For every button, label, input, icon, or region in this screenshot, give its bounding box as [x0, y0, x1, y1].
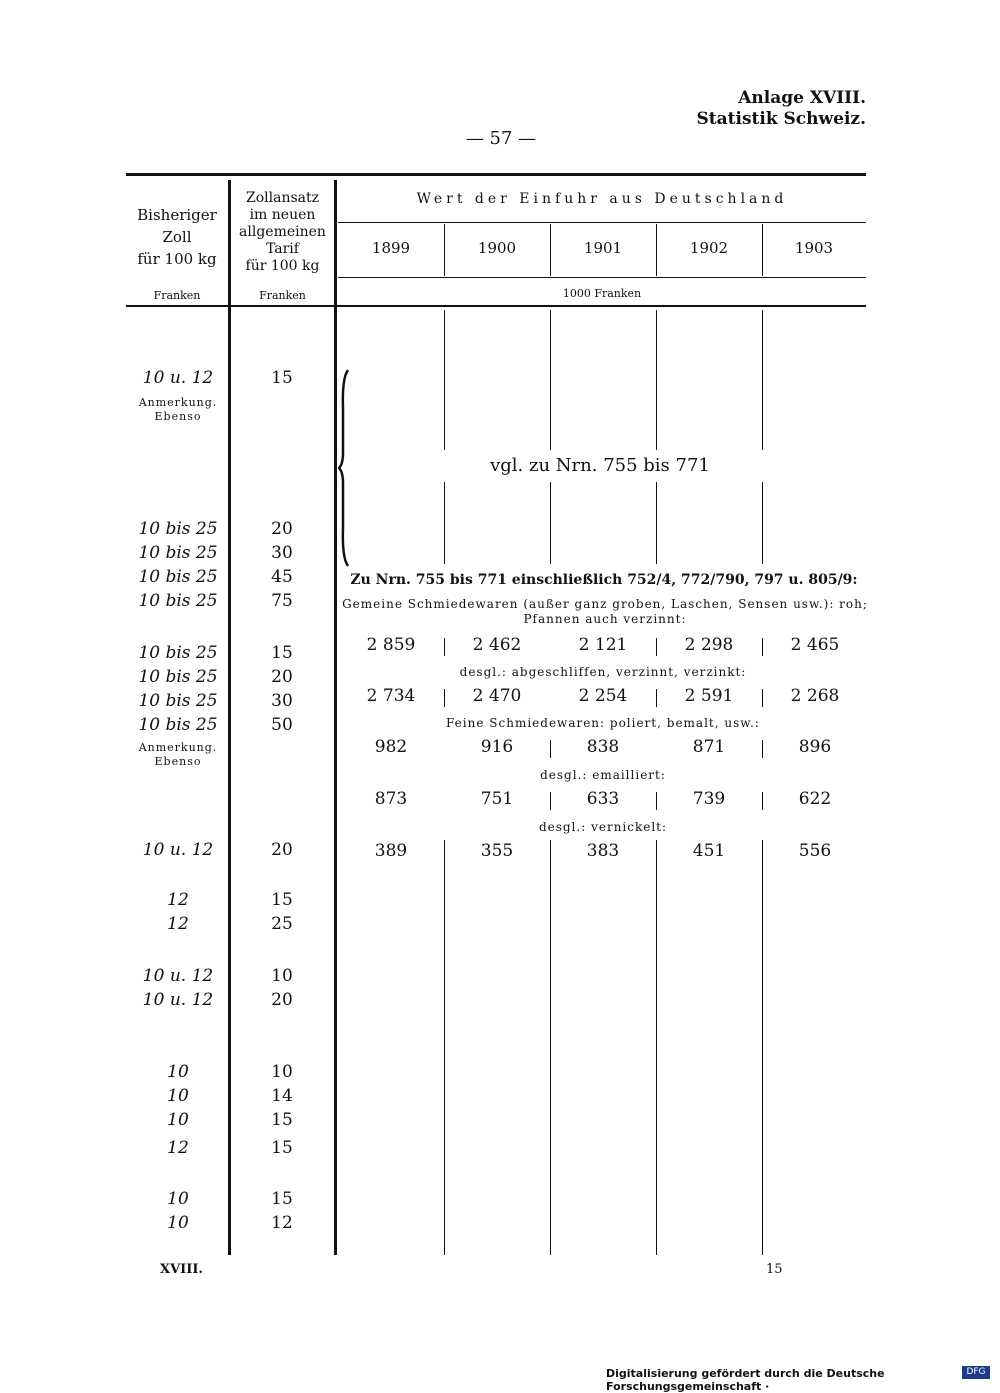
body-year-divider [444, 310, 445, 450]
group-label: desgl.: vernickelt: [538, 820, 668, 834]
new-rate: 25 [271, 914, 293, 934]
year-header: 1901 [583, 239, 623, 257]
new-rate: 45 [271, 567, 293, 587]
new-rate: 20 [271, 990, 293, 1010]
new-rate: 20 [271, 840, 293, 860]
value-cell: 873 [374, 789, 408, 809]
value-cell: 2 591 [684, 686, 734, 706]
ebenso-text: Ebenso [154, 410, 202, 423]
new-rate: 30 [271, 543, 293, 563]
body-year-divider [762, 482, 763, 564]
value-cell: 2 268 [790, 686, 840, 706]
header-line: Bisheriger [137, 206, 217, 224]
unit-label: Franken [259, 289, 306, 302]
anmerkung-text: Anmerkung. [138, 396, 218, 409]
value-cell: 896 [798, 737, 832, 757]
old-duty: 12 [167, 890, 189, 910]
signature-mark: XVIII. [160, 1262, 203, 1277]
old-duty: 10 bis 25 [138, 567, 218, 587]
sheet-number: 15 [766, 1262, 783, 1277]
value-separator [762, 689, 763, 707]
header-line: Zoll [162, 228, 192, 246]
value-separator [762, 740, 763, 758]
page-number: — 57 — [465, 128, 537, 149]
value-cell: 751 [480, 789, 514, 809]
body-year-divider [550, 840, 551, 1255]
value-separator [656, 638, 657, 656]
new-rate: 15 [271, 1110, 293, 1130]
value-separator [762, 792, 763, 810]
value-cell: 916 [480, 737, 514, 757]
old-duty: 10 bis 25 [138, 667, 218, 687]
unit-label: 1000 Franken [562, 287, 642, 300]
value-cell: 355 [480, 841, 514, 861]
new-rate: 10 [271, 1062, 293, 1082]
new-rate: 20 [271, 519, 293, 539]
value-cell: 383 [586, 841, 620, 861]
body-year-divider [550, 310, 551, 450]
header-line: Tarif [266, 241, 299, 257]
value-separator [444, 638, 445, 656]
appendix-label: Anlage XVIII. [738, 88, 866, 108]
old-duty: 10 bis 25 [138, 591, 218, 611]
value-cell: 2 859 [366, 635, 416, 655]
column-divider-2 [334, 180, 337, 1255]
year-top-rule [338, 222, 866, 223]
body-year-divider [656, 482, 657, 564]
new-rate: 10 [271, 966, 293, 986]
old-duty: 10 bis 25 [138, 519, 218, 539]
old-duty: 10 [167, 1062, 189, 1082]
section-heading: Zu Nrn. 755 bis 771 einschließlich 752/4, 772/790, 797 u. 805/9: [350, 572, 858, 588]
value-cell: 2 298 [684, 635, 734, 655]
dfg-logo-icon: DFG [962, 1366, 990, 1379]
value-cell: 389 [374, 841, 408, 861]
old-duty: 10 [167, 1086, 189, 1106]
ebenso-text: Ebenso [154, 755, 202, 768]
old-duty: 10 u. 12 [142, 368, 214, 388]
new-rate: 15 [271, 1138, 293, 1158]
group-label: Gemeine Schmiedewaren (außer ganz groben, Laschen, Sensen usw.): roh; Pfannen auch verzinnt: [342, 597, 868, 626]
value-cell: 2 121 [578, 635, 628, 655]
dfg-credit: Digitalisierung gefördert durch die Deutsche Forschungsgemeinschaft · [606, 1367, 885, 1393]
table-top-rule [126, 173, 866, 176]
value-cell: 633 [586, 789, 620, 809]
year-header: 1903 [794, 239, 834, 257]
old-duty: 10 bis 25 [138, 691, 218, 711]
year-bottom-rule [338, 277, 866, 278]
value-cell: 838 [586, 737, 620, 757]
cross-reference: vgl. zu Nrn. 755 bis 771 [440, 455, 760, 476]
header-line: für 100 kg [245, 258, 320, 274]
note-label [118, 396, 238, 424]
body-year-divider [762, 840, 763, 1255]
value-cell: 2 254 [578, 686, 628, 706]
anmerkung-text: Anmerkung. [138, 741, 218, 754]
value-separator [444, 689, 445, 707]
header-line: Zollansatz [245, 190, 319, 206]
old-duty: 10 [167, 1189, 189, 1209]
old-duty: 10 u. 12 [142, 840, 214, 860]
curly-brace-icon [338, 368, 352, 568]
year-header: 1900 [477, 239, 517, 257]
group-label: Feine Schmiedewaren: poliert, bemalt, usw.: [446, 716, 760, 730]
header-line: allgemeinen [239, 224, 326, 240]
group-label: desgl.: emailliert: [540, 768, 666, 782]
value-cell: 982 [374, 737, 408, 757]
new-rate: 14 [271, 1086, 293, 1106]
new-rate: 20 [271, 667, 293, 687]
value-separator [762, 638, 763, 656]
import-value-header: Wert der Einfuhr aus Deutschland [416, 191, 788, 207]
col-new-rate-header [231, 190, 334, 275]
value-cell: 556 [798, 841, 832, 861]
value-cell: 2 465 [790, 635, 840, 655]
old-duty: 12 [167, 914, 189, 934]
header-line: für 100 kg [137, 250, 217, 268]
body-year-divider [444, 482, 445, 564]
body-year-divider [656, 840, 657, 1255]
old-duty: 12 [167, 1138, 189, 1158]
value-cell: 451 [692, 841, 726, 861]
body-year-divider [656, 310, 657, 450]
value-cell: 622 [798, 789, 832, 809]
statistics-label: Statistik Schweiz. [696, 109, 866, 129]
new-rate: 15 [271, 643, 293, 663]
appendix-heading [696, 88, 866, 130]
old-duty: 10 bis 25 [138, 715, 218, 735]
year-header: 1899 [371, 239, 411, 257]
new-rate: 75 [271, 591, 293, 611]
new-rate: 12 [271, 1213, 293, 1233]
value-separator [656, 689, 657, 707]
old-duty: 10 u. 12 [142, 990, 214, 1010]
old-duty: 10 [167, 1110, 189, 1130]
new-rate: 30 [271, 691, 293, 711]
value-cell: 2 470 [472, 686, 522, 706]
value-separator [550, 740, 551, 758]
new-rate: 50 [271, 715, 293, 735]
old-duty: 10 bis 25 [138, 643, 218, 663]
value-separator [656, 792, 657, 810]
new-rate: 15 [271, 368, 293, 388]
header-line: im neuen [249, 207, 316, 223]
value-cell: 2 734 [366, 686, 416, 706]
body-year-divider [762, 310, 763, 450]
new-rate: 15 [271, 890, 293, 910]
unit-label: Franken [153, 289, 201, 302]
new-rate: 15 [271, 1189, 293, 1209]
year-header: 1902 [689, 239, 729, 257]
note-label [118, 741, 238, 769]
value-cell: 871 [692, 737, 726, 757]
col-old-duty-header [126, 204, 228, 270]
old-duty: 10 u. 12 [142, 966, 214, 986]
header-bottom-rule [126, 305, 866, 307]
value-separator [550, 792, 551, 810]
old-duty: 10 bis 25 [138, 543, 218, 563]
group-label: desgl.: abgeschliffen, verzinnt, verzinkt: [459, 665, 747, 679]
body-year-divider [444, 840, 445, 1255]
value-cell: 739 [692, 789, 726, 809]
value-cell: 2 462 [472, 635, 522, 655]
body-year-divider [550, 482, 551, 564]
old-duty: 10 [167, 1213, 189, 1233]
